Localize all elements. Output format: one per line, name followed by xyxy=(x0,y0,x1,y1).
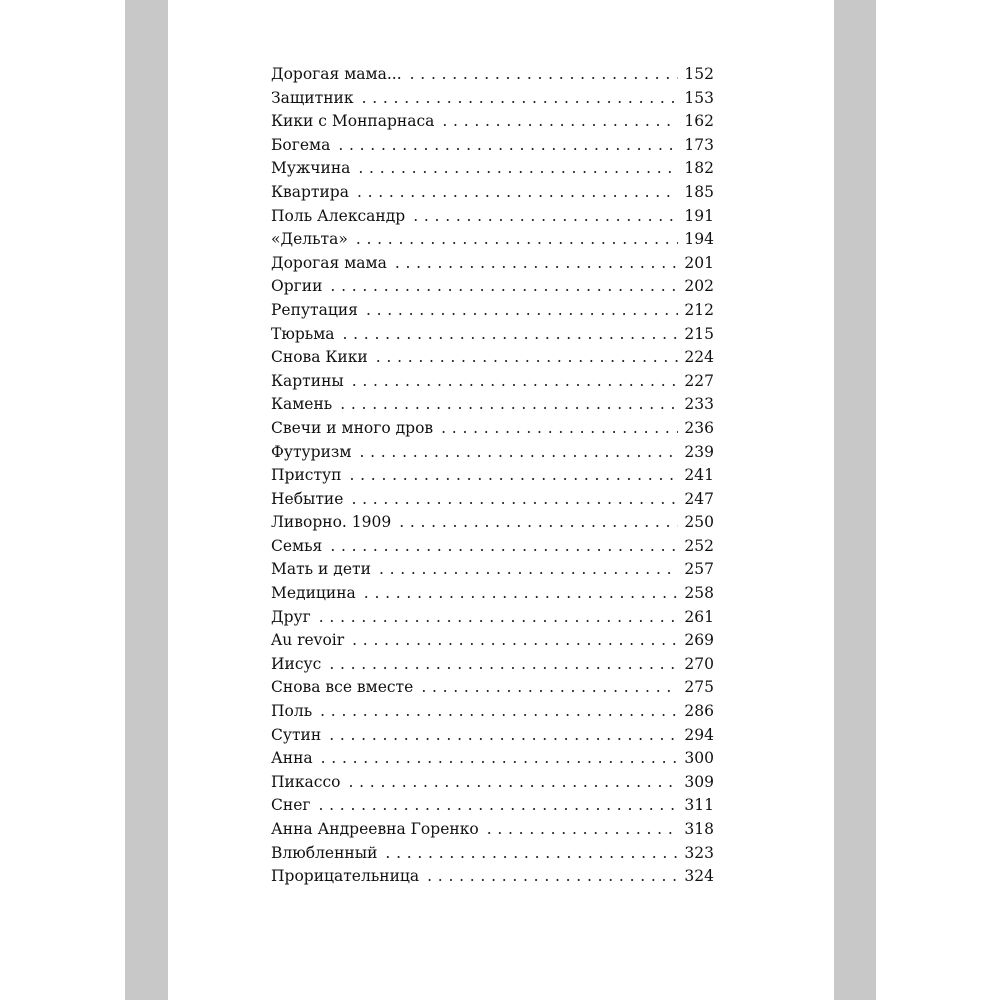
toc-entry xyxy=(271,488,714,512)
toc-entry-page-number: 241 xyxy=(684,466,714,485)
toc-entry-title: Au revoir xyxy=(271,631,345,650)
toc-entry-page-number: 182 xyxy=(684,159,714,178)
dot-leader xyxy=(358,157,678,181)
dot-leader xyxy=(320,700,678,724)
toc-entry xyxy=(271,370,714,394)
toc-entry-page-number: 191 xyxy=(684,206,714,225)
toc-entry-page-number: 247 xyxy=(684,489,714,508)
toc-entry-title: Влюбленный xyxy=(271,843,378,862)
toc-entry-page-number: 250 xyxy=(684,513,714,532)
toc-entry-title: Свечи и много дров xyxy=(271,418,434,437)
toc-entry-title: Небытие xyxy=(271,489,344,508)
dot-leader xyxy=(376,346,678,370)
toc-entry-title: Дорогая мама xyxy=(271,253,387,272)
toc-entry-title: Снова Кики xyxy=(271,348,368,367)
toc-entry xyxy=(271,724,714,748)
dot-leader xyxy=(362,87,678,111)
toc-entry-title: Медицина xyxy=(271,584,356,603)
toc-entry xyxy=(271,606,714,630)
toc-entry-page-number: 286 xyxy=(684,702,714,721)
toc-entry xyxy=(271,228,714,252)
toc-entry-page-number: 202 xyxy=(684,277,714,296)
toc-entry-title: Ливорно. 1909 xyxy=(271,513,392,532)
toc-entry-title: Друг xyxy=(271,607,311,626)
dot-leader xyxy=(487,818,678,842)
toc-entry-title: Прорицательница xyxy=(271,867,420,886)
dot-leader xyxy=(349,464,678,488)
toc-entry-title: Снова все вместе xyxy=(271,678,414,697)
toc-entry-page-number: 215 xyxy=(684,324,714,343)
toc-entry xyxy=(271,535,714,559)
dot-leader xyxy=(329,724,678,748)
toc-entry-page-number: 185 xyxy=(684,182,714,201)
dot-leader xyxy=(395,252,678,276)
toc-entry-page-number: 270 xyxy=(684,654,714,673)
toc-entry-page-number: 194 xyxy=(684,230,714,249)
toc-entry-page-number: 252 xyxy=(684,536,714,555)
dot-leader xyxy=(340,393,678,417)
toc-entry-page-number: 324 xyxy=(684,867,714,886)
toc-entry-page-number: 258 xyxy=(684,584,714,603)
right-margin-bar xyxy=(834,0,876,1000)
toc-entry xyxy=(271,794,714,818)
toc-entry xyxy=(271,63,714,87)
toc-entry xyxy=(271,771,714,795)
dot-leader xyxy=(410,63,678,87)
toc-entry-page-number: 152 xyxy=(684,65,714,83)
toc-entry xyxy=(271,134,714,158)
toc-entry xyxy=(271,511,714,535)
toc-entry-title: Квартира xyxy=(271,182,349,201)
toc-entry xyxy=(271,818,714,842)
toc-entry-page-number: 294 xyxy=(684,725,714,744)
toc-entry-title: Анна Андреевна Горенко xyxy=(271,820,479,838)
dot-leader xyxy=(413,205,678,229)
dot-leader xyxy=(352,370,678,394)
toc-entry-title: Иисус xyxy=(271,654,322,673)
toc-entry xyxy=(271,110,714,134)
toc-entry-page-number: 212 xyxy=(684,300,714,319)
toc-entry xyxy=(271,865,714,889)
toc-entry-page-number: 224 xyxy=(684,348,714,367)
toc-entry xyxy=(271,747,714,771)
toc-entry-title: Анна xyxy=(271,749,313,768)
toc-entry xyxy=(271,275,714,299)
dot-leader xyxy=(357,181,678,205)
dot-leader xyxy=(330,275,678,299)
toc-entry-page-number: 227 xyxy=(684,371,714,390)
toc-entry-title: Поль xyxy=(271,702,313,721)
dot-leader xyxy=(338,134,678,158)
dot-leader xyxy=(356,228,678,252)
toc-entry-title: Приступ xyxy=(271,466,342,485)
dot-leader xyxy=(442,110,678,134)
toc-entry xyxy=(271,441,714,465)
toc-entry-page-number: 323 xyxy=(684,843,714,862)
toc-entry-page-number: 201 xyxy=(684,253,714,272)
dot-leader xyxy=(351,488,678,512)
toc-entry-title: Кики с Монпарнаса xyxy=(271,112,435,131)
dot-leader xyxy=(421,676,678,700)
toc-entry xyxy=(271,700,714,724)
dot-leader xyxy=(321,747,678,771)
dot-leader xyxy=(318,794,678,818)
toc-entry xyxy=(271,323,714,347)
left-margin-bar xyxy=(125,0,168,1000)
dot-leader xyxy=(366,299,678,323)
toc-entry-page-number: 269 xyxy=(684,631,714,650)
toc-entry-page-number: 311 xyxy=(684,796,714,815)
toc-entry-page-number: 300 xyxy=(684,749,714,768)
toc-entry xyxy=(271,393,714,417)
dot-leader xyxy=(348,771,678,795)
toc-entry xyxy=(271,157,714,181)
toc-entry xyxy=(271,842,714,866)
toc-entry xyxy=(271,558,714,582)
toc-entry-page-number: 153 xyxy=(684,88,714,107)
dot-leader xyxy=(319,606,678,630)
dot-leader xyxy=(379,558,678,582)
toc-entry-page-number: 173 xyxy=(684,135,714,154)
toc-entry-title: Поль Александр xyxy=(271,206,406,225)
toc-entry xyxy=(271,346,714,370)
toc-entry-title: Мать и дети xyxy=(271,560,371,579)
dot-leader xyxy=(399,511,678,535)
dot-leader xyxy=(441,417,678,441)
dot-leader xyxy=(364,582,678,606)
dot-leader xyxy=(385,842,678,866)
toc-entry xyxy=(271,417,714,441)
toc-entry-title: Оргии xyxy=(271,277,323,296)
toc-entry-title: Камень xyxy=(271,395,333,414)
toc-entry xyxy=(271,252,714,276)
toc-entry-page-number: 236 xyxy=(684,418,714,437)
toc-entry-page-number: 275 xyxy=(684,678,714,697)
toc-entry-page-number: 261 xyxy=(684,607,714,626)
toc-entry-title: Тюрьма xyxy=(271,324,335,343)
toc-entry-page-number: 309 xyxy=(684,772,714,791)
dot-leader xyxy=(343,323,679,347)
toc-entry-title: Футуризм xyxy=(271,442,352,461)
toc-entry xyxy=(271,676,714,700)
toc-entry-page-number: 162 xyxy=(684,112,714,131)
toc-entry-title: Снег xyxy=(271,796,311,815)
toc-entry-page-number: 239 xyxy=(684,442,714,461)
toc-entry xyxy=(271,629,714,653)
toc-entry-title: Сутин xyxy=(271,725,322,744)
toc-entry-title: Репутация xyxy=(271,300,358,319)
table-of-contents xyxy=(271,63,714,889)
toc-entry-title: Защитник xyxy=(271,88,354,107)
dot-leader xyxy=(330,535,678,559)
toc-entry-page-number: 318 xyxy=(684,820,714,838)
toc-entry xyxy=(271,87,714,111)
toc-entry-title: «Дельта» xyxy=(271,230,348,249)
toc-entry xyxy=(271,464,714,488)
toc-entry xyxy=(271,181,714,205)
dot-leader xyxy=(359,441,678,465)
toc-entry-page-number: 257 xyxy=(684,560,714,579)
dot-leader xyxy=(352,629,678,653)
toc-entry-page-number: 233 xyxy=(684,395,714,414)
toc-entry-title: Семья xyxy=(271,536,323,555)
toc-entry-title: Богема xyxy=(271,135,331,154)
toc-entry-title: Мужчина xyxy=(271,159,351,178)
toc-entry-title: Пикассо xyxy=(271,772,341,791)
toc-entry-title: Картины xyxy=(271,371,344,390)
toc-entry xyxy=(271,653,714,677)
dot-leader xyxy=(427,865,678,889)
toc-entry-title: Дорогая мама... xyxy=(271,65,402,83)
toc-entry xyxy=(271,205,714,229)
toc-entry xyxy=(271,299,714,323)
dot-leader xyxy=(329,653,678,677)
toc-entry xyxy=(271,582,714,606)
